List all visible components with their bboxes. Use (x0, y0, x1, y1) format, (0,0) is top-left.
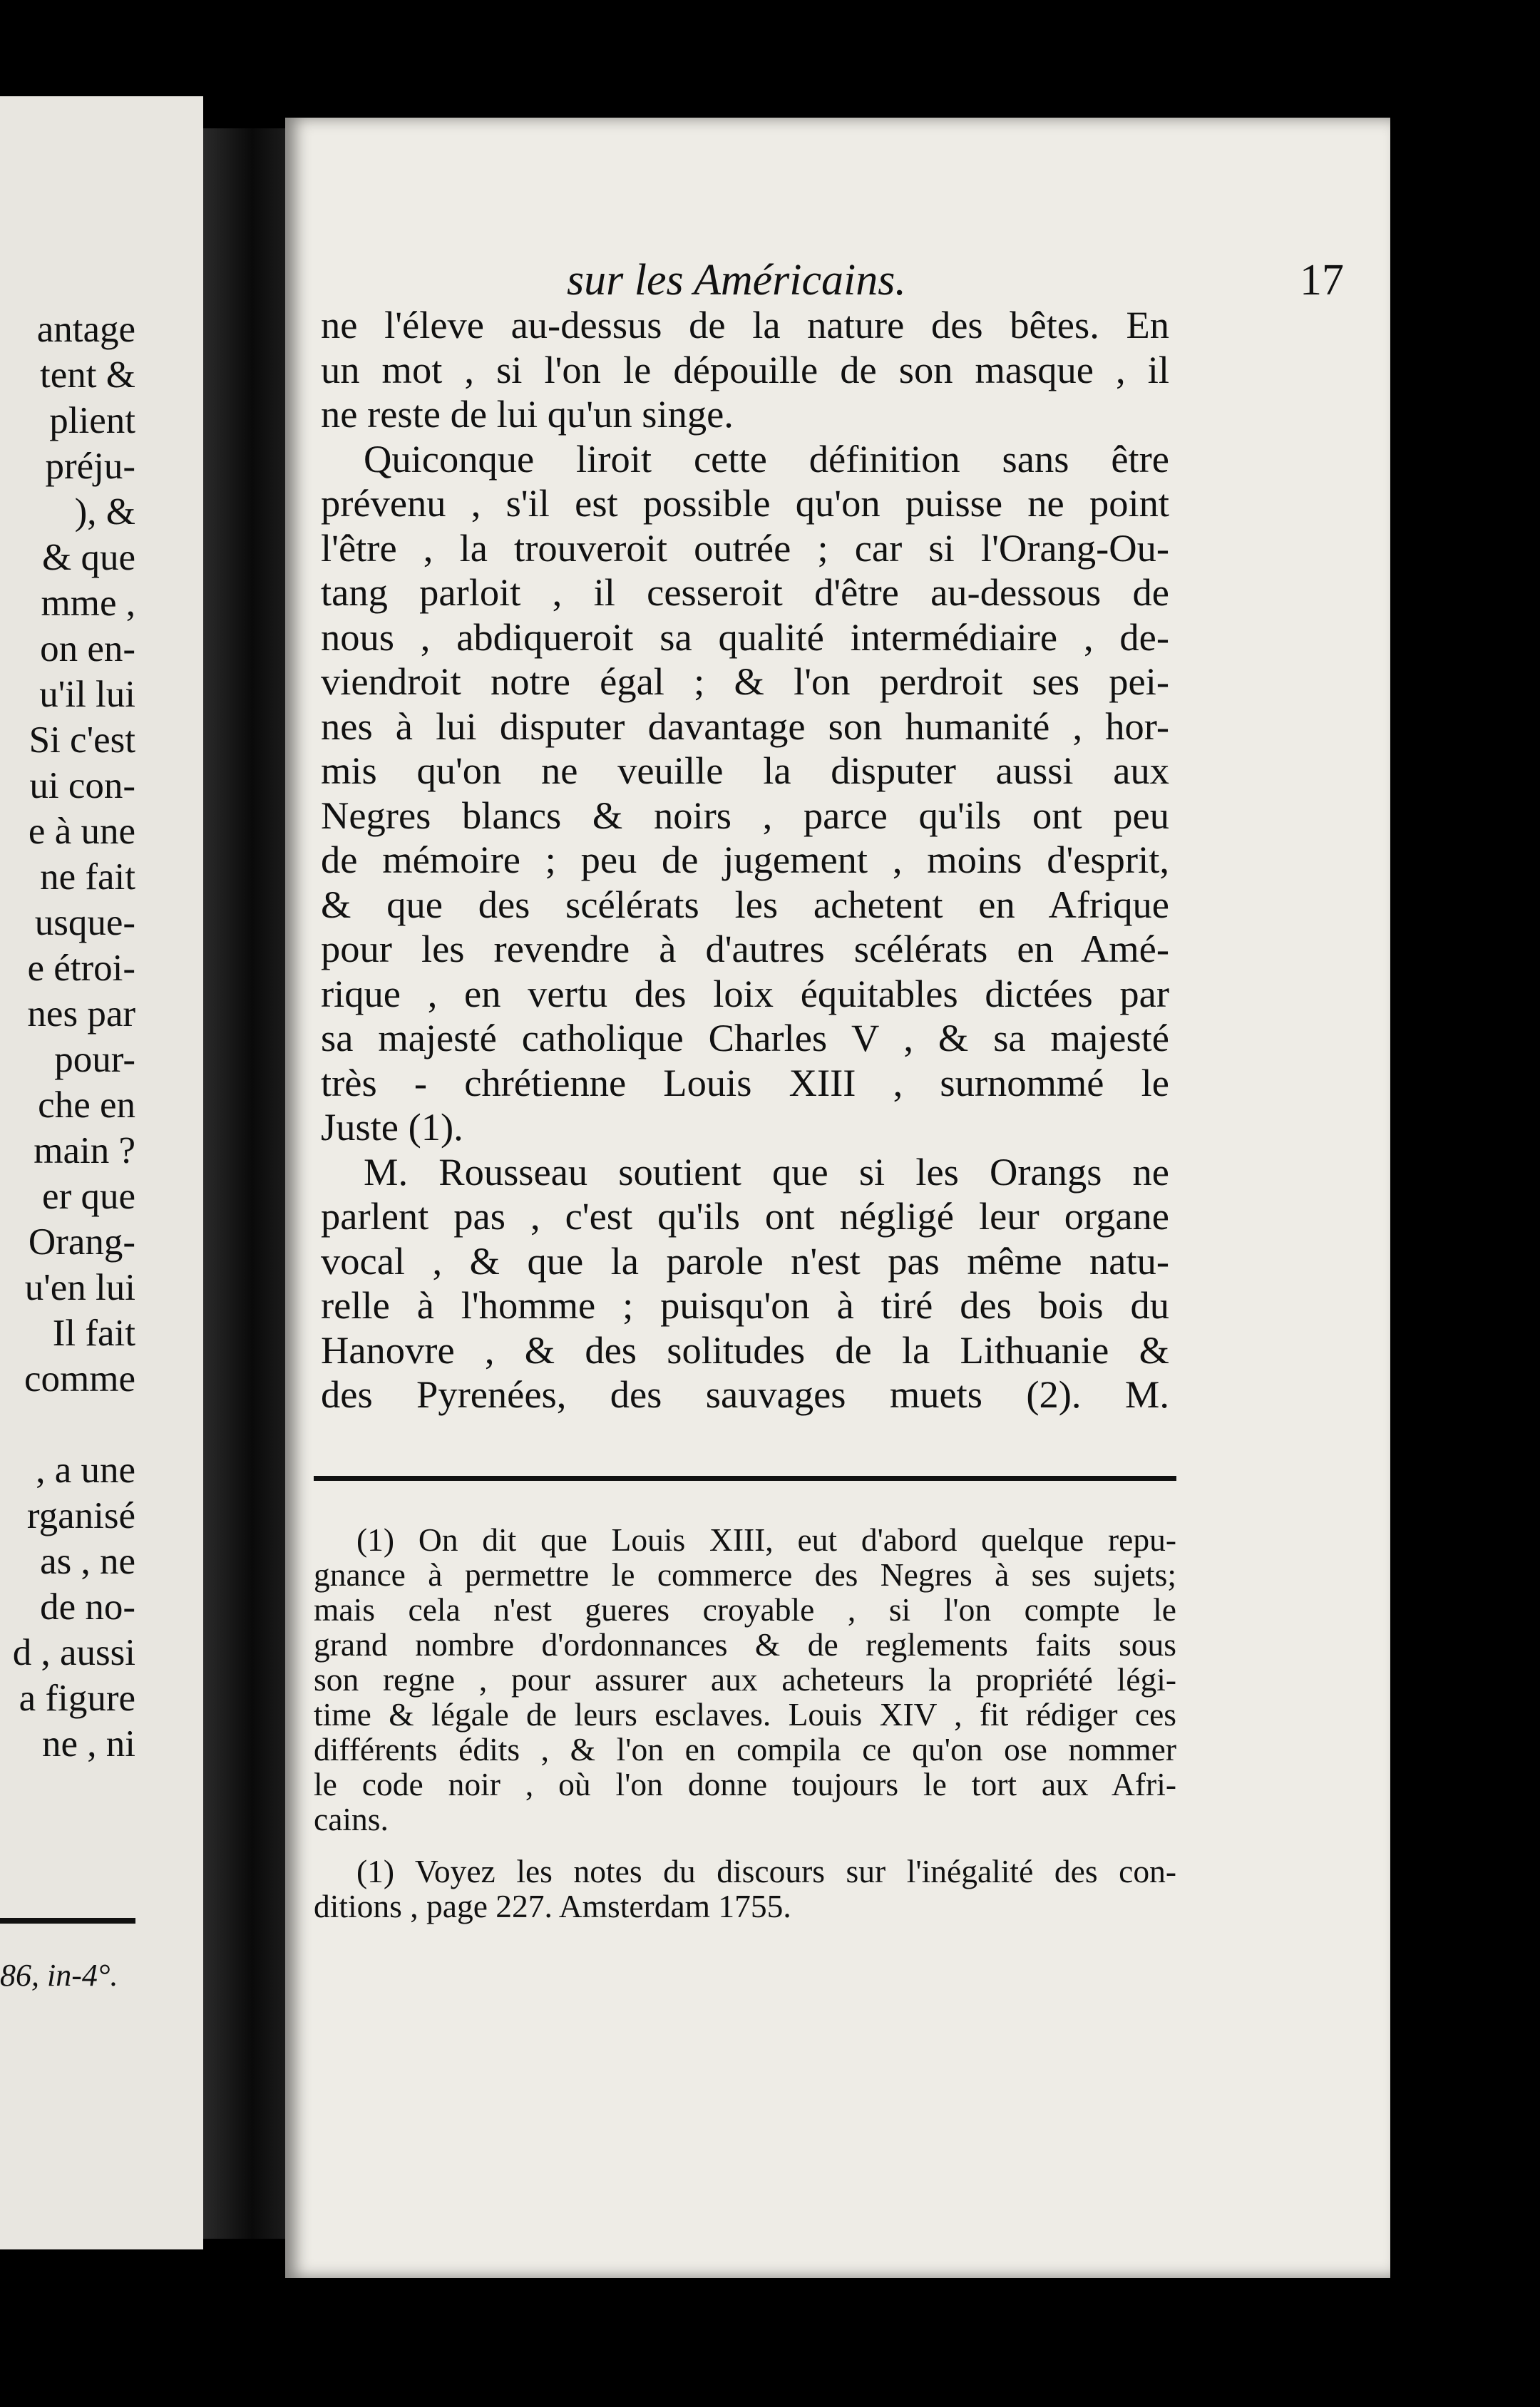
left-page-line: che en (38, 1084, 135, 1126)
left-page-line: main ? (34, 1130, 135, 1171)
text-line: un mot , si l'on le dépouille de son masque , il (321, 347, 1169, 391)
footnote-line: cains. (314, 1801, 389, 1837)
text-line: parlent pas , c'est qu'ils ont négligé leur organe (321, 1194, 1169, 1238)
left-page-line: mme , (41, 582, 135, 624)
left-page-line: rganisé (26, 1495, 135, 1536)
footnote-rule (314, 1476, 1176, 1481)
footnote-line: gnance à permettre le commerce des Negres à ses sujets; (314, 1556, 1176, 1593)
left-page-line: tent & (40, 354, 135, 396)
body-text (321, 303, 1169, 1417)
text-line: nous , abdiqueroit sa qualité intermédiaire , de- (321, 615, 1169, 659)
footnote-line: (1) Voyez les notes du discours sur l'inégalité des con- (356, 1853, 1176, 1889)
text-line: de mémoire ; peu de jugement , moins d'esprit, (321, 838, 1169, 881)
left-page-line: on en- (40, 628, 135, 669)
left-page-line: comme (24, 1358, 135, 1400)
text-line: des Pyrenées, des sauvages muets (2). M. (321, 1372, 1169, 1416)
left-page-line: ne , ni (42, 1723, 135, 1765)
text-line: l'être , la trouveroit outrée ; car si l'Orang-Ou- (321, 525, 1169, 570)
book-gutter (203, 128, 285, 2239)
left-page-line: Si c'est (29, 719, 135, 761)
text-line: ne reste de lui qu'un singe. (321, 392, 734, 436)
left-page-line: pour- (54, 1039, 135, 1080)
left-page-text-fragments (13, 307, 135, 1767)
text-line: Juste (1). (321, 1105, 463, 1149)
left-page-line: préju- (45, 446, 135, 487)
text-line: prévenu , s'il est possible qu'on puisse ne point (321, 481, 1169, 525)
footnote (314, 1522, 1176, 1837)
left-page-line: , a une (36, 1449, 135, 1491)
text-line: vocal , & que la parole n'est pas même natu- (321, 1238, 1169, 1283)
footnote (314, 1854, 1176, 1924)
text-line: pour les revendre à d'autres scélérats en Amé- (321, 927, 1169, 970)
text-line: rique , en vertu des loix équitables dictées par (321, 971, 1169, 1015)
text-line: viendroit notre égal ; & l'on perdroit ses pei- (321, 660, 1169, 703)
left-page-line: a figure (19, 1678, 135, 1719)
text-line: relle à l'homme ; puisqu'on à tiré des bois du (321, 1283, 1169, 1327)
paragraph (321, 437, 1169, 1150)
left-page-line (13, 1402, 135, 1447)
text-line: Quiconque liroit cette définition sans être (364, 436, 1169, 481)
text-line: tang parloit , il cesseroit d'être au-dessous de (321, 570, 1169, 614)
left-page-line: u'en lui (24, 1267, 135, 1308)
left-footnote-fragment: 86, in-4°. (0, 1958, 118, 1993)
footnote-line: son regne , pour assurer aux acheteurs la propriété légi- (314, 1661, 1176, 1698)
left-page-line: & que (42, 537, 135, 578)
text-line: très - chrétienne Louis XIII , surnommé le (321, 1060, 1169, 1104)
left-facing-page (0, 96, 203, 2249)
text-line: Hanovre , & des solitudes de la Lithuanie & (321, 1328, 1169, 1372)
left-page-line: Orang- (28, 1221, 135, 1263)
footnote-line: différents édits , & l'on en compila ce qu'on ose nommer (314, 1731, 1176, 1767)
text-line: & que des scélérats les achetent en Afrique (321, 882, 1169, 926)
left-page-line: ui con- (29, 765, 135, 806)
left-page-line: plient (49, 400, 135, 441)
left-page-line: as , ne (40, 1541, 135, 1582)
footnote-line: mais cela n'est gueres croyable , si l'on compte le (314, 1591, 1176, 1628)
footnote-line: (1) On dit que Louis XIII, eut d'abord quelque repu- (356, 1521, 1176, 1558)
text-line: nes à lui disputer davantage son humanité , hor- (321, 704, 1169, 748)
paragraph (321, 303, 1169, 437)
footnote-line: le code noir , où l'on donne toujours le tort aux Afri- (314, 1766, 1176, 1802)
left-page-line: Il fait (52, 1313, 135, 1354)
left-footnote-rule (0, 1918, 135, 1924)
main-page (285, 118, 1390, 2278)
paragraph (321, 1150, 1169, 1417)
running-title: sur les Américains. (567, 256, 906, 304)
text-line: Negres blancs & noirs , parce qu'ils ont peu (321, 793, 1169, 837)
text-line: M. Rousseau soutient que si les Orangs ne (364, 1149, 1169, 1194)
left-page-line: er que (42, 1176, 135, 1217)
footnote-line: ditions , page 227. Amsterdam 1755. (314, 1888, 791, 1924)
page-number: 17 (1300, 256, 1344, 304)
left-page-line: nes par (27, 993, 135, 1035)
footnotes (314, 1522, 1176, 1941)
footnote-line: time & légale de leurs esclaves. Louis XIV , fit rédiger ces (314, 1696, 1176, 1733)
text-line: ne l'éleve au-dessus de la nature des bêtes. En (321, 303, 1169, 347)
left-page-line: e à une (28, 811, 135, 852)
left-page-line: ), & (74, 491, 135, 533)
left-page-line: usque- (34, 902, 135, 943)
text-line: sa majesté catholique Charles V , & sa majesté (321, 1016, 1169, 1059)
left-page-line: antage (36, 309, 135, 350)
text-line: mis qu'on ne veuille la disputer aussi aux (321, 749, 1169, 792)
left-page-line: e étroi- (27, 948, 135, 989)
left-page-line: u'il lui (39, 674, 135, 715)
left-page-line: ne fait (40, 856, 135, 898)
left-page-line: de no- (40, 1586, 135, 1628)
footnote-line: grand nombre d'ordonnances & de reglements faits sous (314, 1626, 1176, 1663)
left-page-line: d , aussi (12, 1632, 135, 1673)
